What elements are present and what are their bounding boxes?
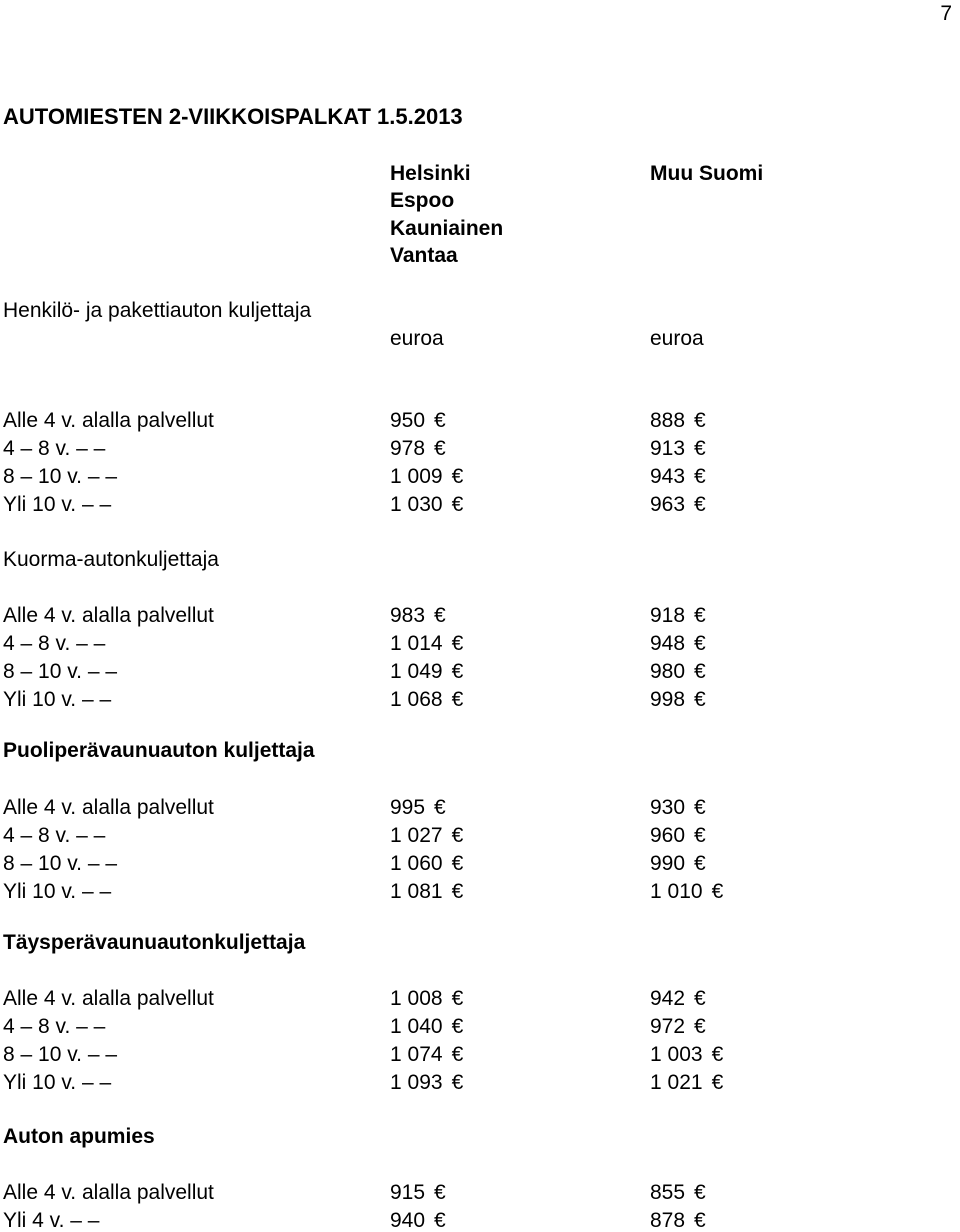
euro-icon: € [694, 1209, 706, 1232]
column-header-muu-suomi: Muu Suomi [650, 162, 764, 185]
column-header-city: Vantaa [390, 244, 458, 267]
wage-muu-suomi [650, 494, 706, 515]
row-label: Yli 10 v. – – [3, 688, 112, 711]
amount: 1 081 [390, 880, 443, 903]
euro-icon: € [451, 987, 464, 1010]
wage-helsinki [390, 410, 446, 431]
euro-icon: € [694, 632, 706, 655]
euro-icon: € [451, 660, 464, 683]
euro-icon: € [694, 1015, 706, 1038]
row-label: 4 – 8 v. – – [3, 1015, 106, 1038]
amount: 1 093 [390, 1071, 443, 1094]
euro-icon: € [434, 796, 446, 819]
row-label: Alle 4 v. alalla palvellut [3, 604, 214, 627]
wage-muu-suomi [650, 1044, 723, 1065]
wage-muu-suomi [650, 853, 706, 874]
amount: 1 014 [390, 632, 443, 655]
section-heading: Kuorma-autonkuljettaja [3, 548, 219, 571]
wage-muu-suomi [650, 605, 706, 626]
row-label: Yli 10 v. – – [3, 880, 112, 903]
unit-label-muu-suomi: euroa [650, 327, 704, 350]
wage-helsinki [390, 797, 446, 818]
wage-muu-suomi [650, 881, 723, 902]
wage-helsinki [390, 1016, 463, 1037]
page-number: 7 [940, 2, 952, 25]
amount: 1 021 [650, 1071, 703, 1094]
amount: 1 074 [390, 1043, 443, 1066]
section-heading: Puoliperävaunuauton kuljettaja [3, 739, 315, 762]
wage-muu-suomi [650, 466, 706, 487]
amount: 1 009 [390, 465, 443, 488]
euro-icon: € [711, 1043, 724, 1066]
amount: 1 030 [390, 493, 443, 516]
euro-icon: € [694, 688, 706, 711]
euro-icon: € [451, 852, 464, 875]
unit-label-helsinki: euroa [390, 327, 444, 350]
amount: 943 [650, 465, 686, 488]
euro-icon: € [711, 880, 724, 903]
wage-helsinki [390, 605, 446, 626]
amount: 998 [650, 688, 686, 711]
wage-helsinki [390, 1072, 463, 1093]
euro-icon: € [451, 880, 464, 903]
wage-helsinki [390, 689, 463, 710]
row-label: Yli 4 v. – – [3, 1209, 100, 1232]
column-header-city: Helsinki [390, 162, 471, 185]
row-label: Alle 4 v. alalla palvellut [3, 409, 214, 432]
wage-muu-suomi [650, 633, 706, 654]
row-label: 8 – 10 v. – – [3, 465, 118, 488]
euro-icon: € [694, 604, 706, 627]
wage-muu-suomi [650, 689, 706, 710]
row-label: 4 – 8 v. – – [3, 824, 106, 847]
amount: 983 [390, 604, 426, 627]
column-header-city: Espoo [390, 189, 455, 212]
row-label: Yli 10 v. – – [3, 493, 112, 516]
euro-icon: € [694, 824, 706, 847]
amount: 978 [390, 437, 426, 460]
amount: 948 [650, 632, 686, 655]
euro-icon: € [434, 437, 446, 460]
wage-helsinki [390, 661, 463, 682]
amount: 1 027 [390, 824, 443, 847]
euro-icon: € [451, 493, 464, 516]
euro-icon: € [711, 1071, 724, 1094]
amount: 942 [650, 987, 686, 1010]
section-heading: Auton apumies [3, 1125, 155, 1148]
euro-icon: € [451, 688, 464, 711]
euro-icon: € [451, 1071, 464, 1094]
row-label: 8 – 10 v. – – [3, 1043, 118, 1066]
wage-helsinki [390, 1182, 446, 1203]
euro-icon: € [694, 493, 706, 516]
wage-helsinki [390, 988, 463, 1009]
amount: 1 003 [650, 1043, 703, 1066]
amount: 1 040 [390, 1015, 443, 1038]
amount: 980 [650, 660, 686, 683]
amount: 960 [650, 824, 686, 847]
amount: 1 010 [650, 880, 703, 903]
euro-icon: € [694, 1181, 706, 1204]
amount: 878 [650, 1209, 686, 1232]
euro-icon: € [451, 1043, 464, 1066]
euro-icon: € [451, 632, 464, 655]
amount: 950 [390, 409, 426, 432]
amount: 972 [650, 1015, 686, 1038]
euro-icon: € [694, 437, 706, 460]
euro-icon: € [434, 1209, 446, 1232]
wage-helsinki [390, 633, 463, 654]
wage-helsinki [390, 881, 463, 902]
wage-muu-suomi [650, 797, 706, 818]
wage-muu-suomi [650, 825, 706, 846]
wage-muu-suomi [650, 438, 706, 459]
wage-helsinki [390, 494, 463, 515]
amount: 990 [650, 852, 686, 875]
amount: 913 [650, 437, 686, 460]
wage-helsinki [390, 466, 463, 487]
wage-muu-suomi [650, 988, 706, 1009]
section-heading: Henkilö- ja pakettiauton kuljettaja [3, 299, 312, 322]
euro-icon: € [451, 465, 464, 488]
row-label: Alle 4 v. alalla palvellut [3, 987, 214, 1010]
euro-icon: € [694, 852, 706, 875]
amount: 1 068 [390, 688, 443, 711]
euro-icon: € [434, 1181, 446, 1204]
amount: 915 [390, 1181, 426, 1204]
euro-icon: € [434, 409, 446, 432]
euro-icon: € [694, 409, 706, 432]
euro-icon: € [694, 796, 706, 819]
amount: 1 060 [390, 852, 443, 875]
row-label: 8 – 10 v. – – [3, 660, 118, 683]
amount: 963 [650, 493, 686, 516]
row-label: Alle 4 v. alalla palvellut [3, 1181, 214, 1204]
wage-muu-suomi [650, 410, 706, 431]
wage-muu-suomi [650, 1182, 706, 1203]
page-title: AUTOMIESTEN 2-VIIKKOISPALKAT 1.5.2013 [3, 104, 463, 129]
row-label: 4 – 8 v. – – [3, 437, 106, 460]
column-header-city: Kauniainen [390, 217, 504, 240]
amount: 940 [390, 1209, 426, 1232]
amount: 930 [650, 796, 686, 819]
euro-icon: € [434, 604, 446, 627]
amount: 888 [650, 409, 686, 432]
row-label: Yli 10 v. – – [3, 1071, 112, 1094]
wage-muu-suomi [650, 1016, 706, 1037]
wage-helsinki [390, 438, 446, 459]
amount: 918 [650, 604, 686, 627]
row-label: 8 – 10 v. – – [3, 852, 118, 875]
section-heading: Täysperävaunuautonkuljettaja [3, 931, 306, 954]
euro-icon: € [694, 987, 706, 1010]
euro-icon: € [451, 824, 464, 847]
wage-helsinki [390, 825, 463, 846]
euro-icon: € [694, 660, 706, 683]
euro-icon: € [451, 1015, 464, 1038]
wage-helsinki [390, 1044, 463, 1065]
amount: 1 008 [390, 987, 443, 1010]
wage-muu-suomi [650, 1072, 723, 1093]
amount: 995 [390, 796, 426, 819]
amount: 855 [650, 1181, 686, 1204]
wage-muu-suomi [650, 661, 706, 682]
wage-helsinki [390, 853, 463, 874]
amount: 1 049 [390, 660, 443, 683]
euro-icon: € [694, 465, 706, 488]
row-label: Alle 4 v. alalla palvellut [3, 796, 214, 819]
row-label: 4 – 8 v. – – [3, 632, 106, 655]
